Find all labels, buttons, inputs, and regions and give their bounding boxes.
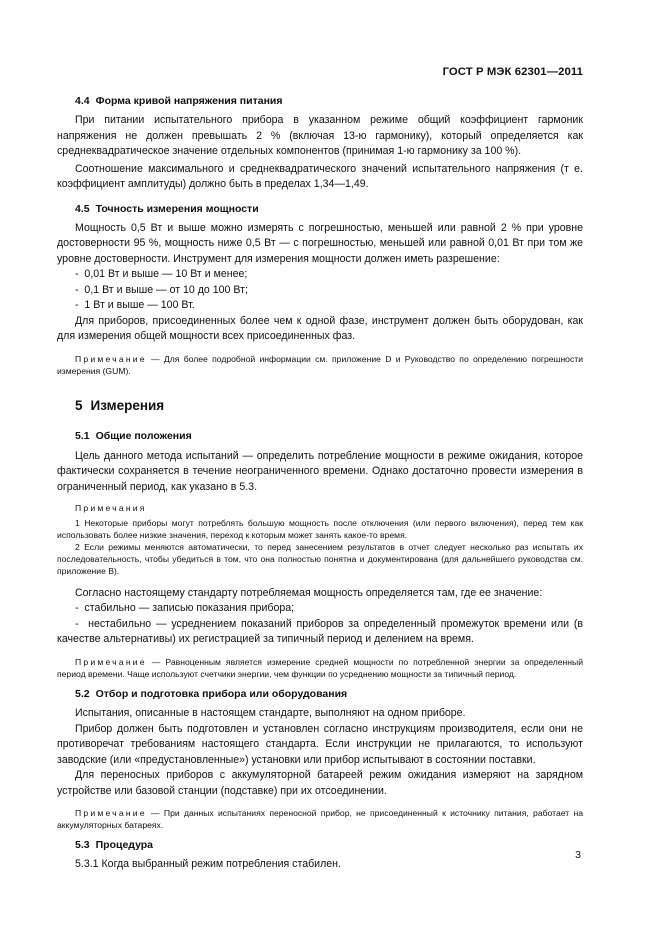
list-item: - 0,1 Вт и выше — от 10 до 100 Вт;	[75, 283, 248, 296]
note	[57, 656, 583, 680]
note: 2 Если режимы меняются автоматически, то перед занесением результатов в отчет следует несколько раз испытать их последовательность, чтобы убедиться в том, что она полностью понятна и документирована (для дальнейшего руководства см. приложение В).	[57, 542, 583, 577]
section-5-1-heading	[75, 429, 583, 443]
paragraph: Мощность 0,5 Вт и выше можно измерять с погрешностью, меньшей или равной 2 % при уровне достоверности 95 %, мощность ниже 0,5 Вт — с погрешностью, меньшей или равной 0,01 Вт при том же уровне достоверности. Инструмент для измерения мощности должен иметь разрешение:	[57, 221, 583, 265]
section-title: Процедура	[95, 839, 154, 852]
section-title: Точность измерения мощности	[95, 202, 259, 215]
note-label: Примечание	[75, 808, 147, 819]
section-title: Форма кривой напряжения питания	[95, 95, 283, 107]
note	[57, 807, 583, 831]
paragraph: Испытания, описанные в настоящем стандарте, выполняют на одном приборе.	[75, 707, 466, 720]
note	[57, 353, 583, 377]
section-4-5-heading	[75, 202, 583, 216]
paragraph: Согласно настоящему стандарту потребляемая мощность определяется там, где ее значение:	[75, 586, 543, 599]
note-text: — Равноценным является измерение средней мощности по потребленной энергии за определенный период времени. Чаще используют счетчики энергии, чем функции по усреднению мощности за типичный период.	[57, 656, 583, 679]
paragraph: 5.3.1 Когда выбранный режим потребления стабилен.	[75, 858, 341, 871]
list-item: - 0,01 Вт и выше — 10 Вт и менее;	[75, 268, 248, 280]
paragraph: Прибор должен быть подготовлен и установлен согласно инструкциям производителя, если они не противоречат требованиям настоящего стандарта. Если инструкции не прилагаются, то используют заводские (или «предустановленные») установки или прибор испытывают в состоянии поставки.	[57, 722, 583, 766]
section-5-2-heading	[75, 687, 583, 701]
list-item: - 1 Вт и выше — 100 Вт.	[75, 299, 195, 311]
list-item: - нестабильно — усреднением показаний приборов за определенный промежуток времени или (в качестве альтернативы) их регистрацией за типичный период и делением на время.	[57, 617, 583, 646]
paragraph: Цель данного метода испытаний — определить потребление мощности в режиме ожидания, которое фактически сохраняется в течение неограниченного времени. Однако достаточно провести измерения в ограниченный период, как указано в 5.3.	[57, 449, 583, 493]
paragraph: При питании испытательного прибора в указанном режиме общий коэффициент гармоник напряжения не должен превышать 2 % (включая 13-ю гармонику), который определяется как среднеквадратическое значение отдельных компонентов (принимая 1-ю гармонику за 100 %).	[57, 114, 583, 157]
section-4-4-heading	[75, 94, 583, 108]
page-number: 3	[575, 849, 581, 861]
note-text: — При данных испытаниях переносной прибор, не присоединенный к источнику питания, работает на аккумуляторных батареях.	[57, 808, 583, 831]
note: 1 Некоторые приборы могут потреблять большую мощность после отключения (или первого включения), перед тем как использовать более низкие значения, переход к которым может занять какое-то время.	[57, 517, 583, 540]
section-number: 5.2	[75, 688, 90, 701]
section-number: 5.3	[75, 839, 90, 852]
note-label: Примечание	[75, 353, 147, 364]
page-content	[57, 94, 583, 873]
section-5-3-heading	[75, 838, 583, 852]
list-item: - стабильно — записью показания прибора;	[75, 602, 295, 615]
notes-label: Примечания	[75, 503, 147, 514]
note-text: — Для более подробной информации см. приложение D и Руководство по определению погрешности измерения (GUM).	[57, 353, 583, 376]
section-title: Общие положения	[95, 429, 192, 442]
document-header-id: ГОСТ Р МЭК 62301—2011	[442, 66, 583, 78]
section-number: 4.5	[75, 202, 90, 215]
section-title: Измерения	[90, 397, 165, 413]
section-number: 4.4	[75, 95, 90, 107]
note-label: Примечание	[75, 656, 147, 667]
paragraph: Соотношение максимального и среднеквадратического значений испытательного напряжения (т е. коэффициент амплитуды) должно быть в пределах 1,34—1,49.	[57, 162, 583, 190]
section-title: Отбор и подготовка прибора или оборудования	[95, 688, 348, 701]
paragraph: Для приборов, присоединенных более чем к одной фазе, инструмент должен быть оборудован, как для измерения общей мощности всех присоединенных фаз.	[57, 314, 583, 342]
section-number: 5.1	[75, 429, 90, 442]
section-5-heading	[75, 397, 583, 415]
section-number: 5	[75, 397, 83, 413]
paragraph: Для переносных приборов с аккумуляторной батареей режим ожидания измеряют на зарядном устройстве или базовой станции (подставке) при их отсоединении.	[57, 769, 583, 797]
